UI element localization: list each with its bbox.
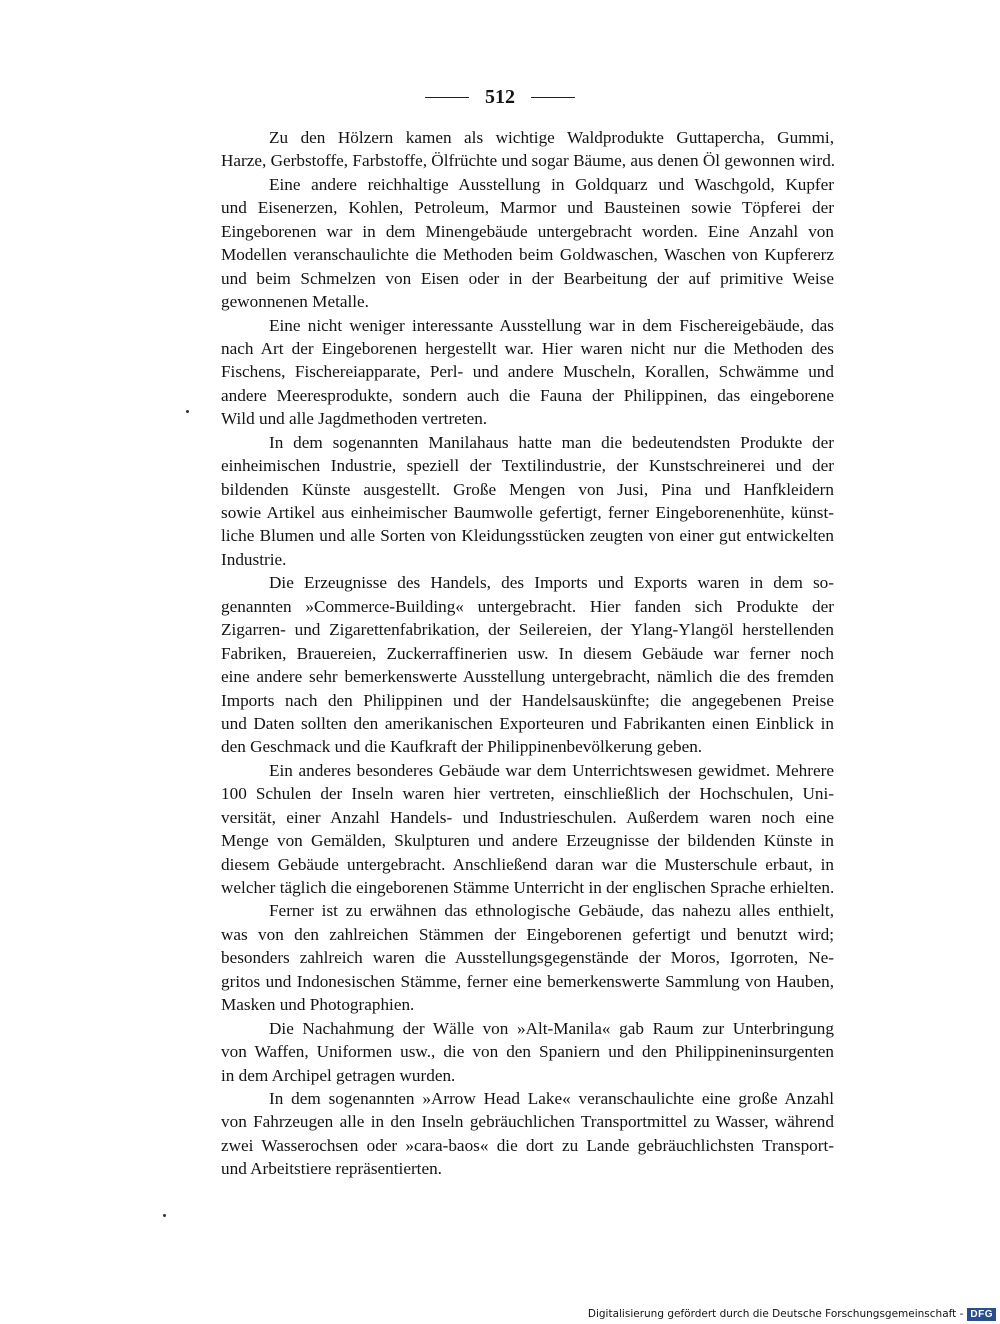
text-line: diesem Gebäude untergebracht. Anschließend daran war die Musterschule erbaut, in (221, 854, 834, 874)
text-line: Eine andere reichhaltige Ausstellung in Goldquarz und Waschgold, Kupfer (269, 174, 834, 194)
text-line: andere Meeresprodukte, sondern auch die Fauna der Philippinen, das eingeborene (221, 385, 834, 405)
text-line: Fabriken, Brauereien, Zuckerraffinerien usw. In diesem Gebäude war ferner noch (221, 643, 834, 663)
text-line: und Daten sollten den amerikanischen Exporteuren und Fabrikanten einen Einblick in (221, 713, 834, 733)
text-line: was von den zahlreichen Stämmen der Eingeborenen gefertigt und benutzt wird; (221, 924, 834, 944)
text-line: Harze, Gerbstoffe, Farbstoffe, Ölfrüchte und sogar Bäume, aus denen Öl gewonnen wird. (221, 151, 836, 171)
header-rule-right (531, 97, 575, 98)
text-line: Die Nachahmung der Wälle von »Alt-Manila« gab Raum zur Unterbringung (269, 1018, 834, 1038)
digitization-footer (588, 1304, 996, 1324)
print-speck (163, 1214, 166, 1217)
page-number: 512 (485, 86, 515, 108)
text-line: einheimischen Industrie, speziell der Textilindustrie, der Kunstschreinerei und der (221, 456, 834, 476)
text-line: bildenden Künste ausgestellt. Große Mengen von Jusi, Pina und Hanfkleidern (221, 479, 834, 499)
body-text (221, 126, 834, 1181)
page-header (0, 86, 1000, 109)
text-line: gritos und Indonesischen Stämme, ferner eine bemerkenswerte Sammlung von Hauben, (221, 971, 834, 991)
text-line: Masken und Photographien. (221, 995, 415, 1015)
text-line: liche Blumen und alle Sorten von Kleidungsstücken zeugten von einer gut entwickelten (221, 526, 834, 546)
text-line: 100 Schulen der Inseln waren hier vertreten, einschließlich der Hochschulen, Uni- (221, 784, 834, 804)
text-line: Industrie. (221, 549, 287, 569)
text-line: von Waffen, Uniformen usw., die von den Spaniern und den Philippineninsurgenten (221, 1042, 834, 1062)
footer-credit: Digitalisierung gefördert durch die Deutsche Forschungsgemeinschaft - (587, 1308, 964, 1320)
text-line: von Fahrzeugen alle in den Inseln gebräuchlichen Transportmittel zu Wasser, während (221, 1112, 834, 1132)
text-line: und Arbeitstiere repräsentierten. (221, 1159, 442, 1179)
text-line: genannten »Commerce-Building« untergebracht. Hier fanden sich Produkte der (221, 596, 834, 616)
text-line: Imports nach den Philippinen und der Handelsauskünfte; die angegebenen Preise (221, 690, 834, 710)
text-line: und Eisenerzen, Kohlen, Petroleum, Marmor und Bausteinen sowie Töpferei der (221, 198, 834, 218)
text-line: welcher täglich die eingeborenen Stämme Unterricht in der englischen Sprache erhielten. (221, 878, 835, 897)
text-line: den Geschmack und die Kaufkraft der Philippinenbevölkerung geben. (221, 737, 703, 757)
text-line: Eingeborenen war in dem Minengebäude untergebracht worden. Eine Anzahl von (221, 221, 834, 241)
text-line: Zigarren- und Zigarettenfabrikation, der Seilereien, der Ylang-Ylangöl herstellenden (221, 620, 834, 640)
text-line: Zu den Hölzern kamen als wichtige Waldprodukte Guttapercha, Gummi, (269, 128, 834, 147)
print-speck (186, 410, 189, 413)
text-line: sowie Artikel aus einheimischer Baumwolle gefertigt, ferner Eingeborenenhüte, künst- (221, 503, 834, 522)
text-line: besonders zahlreich waren die Ausstellungsgegenstände der Moros, Igorroten, Ne- (221, 948, 834, 968)
text-line: versität, einer Anzahl Handels- und Industrieschulen. Außerdem waren noch eine (221, 807, 834, 827)
text-line: Wild und alle Jagdmethoden vertreten. (221, 409, 488, 429)
text-line: nach Art der Eingeborenen hergestellt war. Hier waren nicht nur die Methoden des (221, 338, 834, 358)
header-rule-left (425, 97, 469, 98)
text-line: in dem Archipel getragen wurden. (221, 1065, 456, 1085)
text-line: In dem sogenannten »Arrow Head Lake« veranschaulichte eine große Anzahl (269, 1088, 834, 1108)
text-line: gewonnenen Metalle. (221, 292, 369, 312)
text-line: In dem sogenannten Manilahaus hatte man die bedeutendsten Produkte der (269, 432, 834, 452)
text-line: Modellen veranschaulichte die Methoden beim Goldwaschen, Waschen von Kupfererz (221, 245, 834, 265)
text-line: eine andere sehr bemerkenswerte Ausstellung untergebracht, nämlich die des fremden (221, 667, 834, 687)
dfg-logo: DFG (967, 1308, 996, 1321)
text-line: und beim Schmelzen von Eisen oder in der Bearbeitung der auf primitive Weise (221, 268, 834, 288)
text-line: zwei Wasserochsen oder »cara-baos« die dort zu Lande gebräuchlichsten Transport- (221, 1135, 834, 1155)
text-line: Ein anderes besonderes Gebäude war dem Unterrichtswesen gewidmet. Mehrere (269, 760, 834, 780)
text-line: Die Erzeugnisse des Handels, des Imports und Exports waren in dem so- (269, 573, 834, 593)
text-line: Ferner ist zu erwähnen das ethnologische Gebäude, das nahezu alles enthielt, (269, 901, 834, 921)
text-line: Eine nicht weniger interessante Ausstellung war in dem Fischereigebäude, das (269, 315, 834, 335)
text-line: Fischens, Fischereiapparate, Perl- und andere Muscheln, Korallen, Schwämme und (221, 362, 834, 382)
text-line: Menge von Gemälden, Skulpturen und andere Erzeugnisse der bildenden Künste in (221, 831, 834, 851)
